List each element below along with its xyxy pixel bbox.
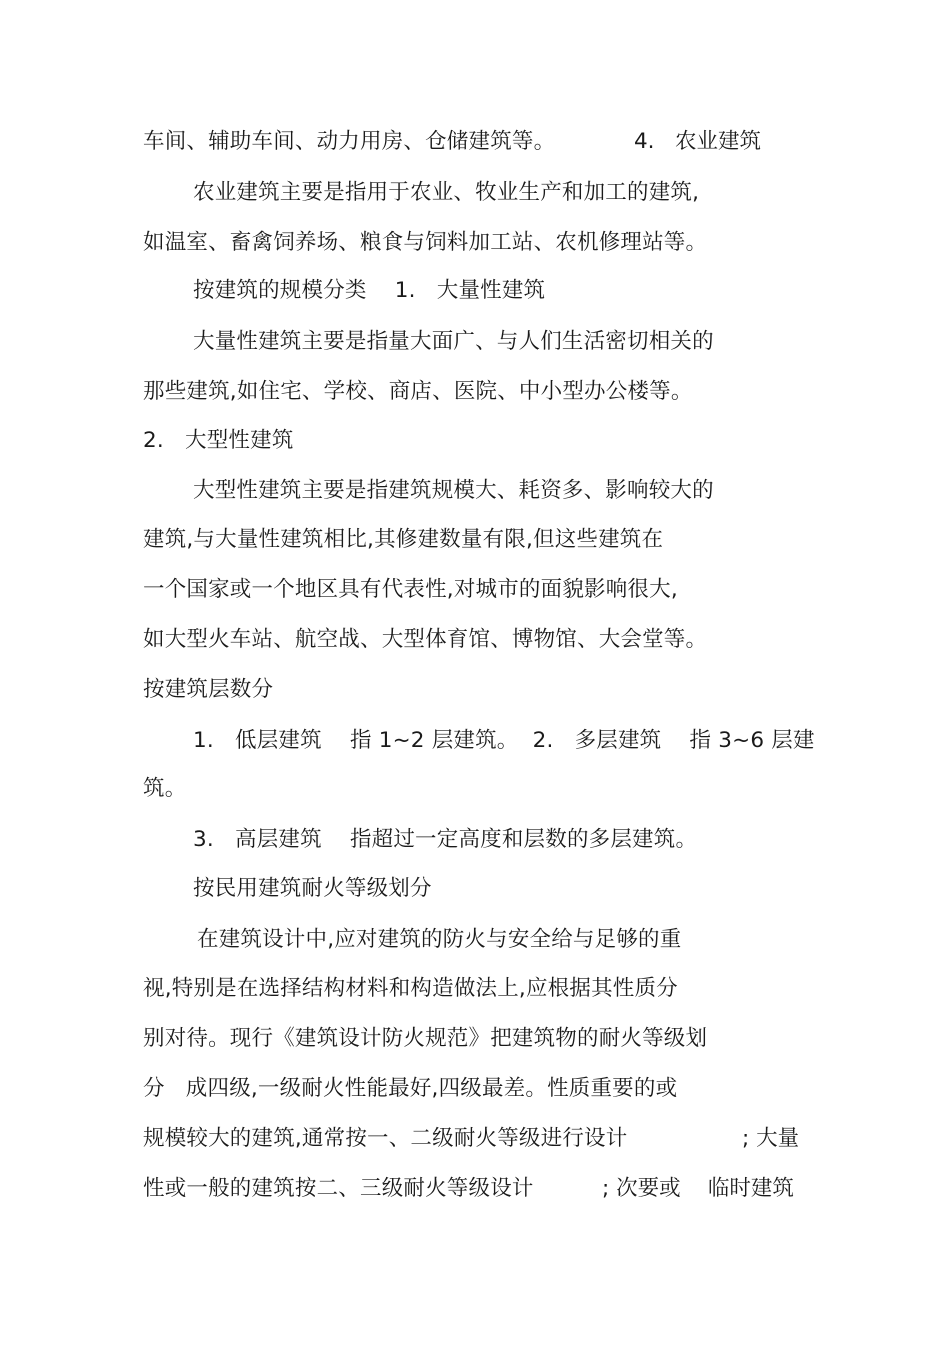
paragraph-line: 性或一般的建筑按二、三级耐火等级设计 — [143, 1176, 534, 1201]
paragraph-line: 建筑,与大量性建筑相比,其修建数量有限,但这些建筑在 — [143, 527, 664, 552]
paragraph-line: 如温室、畜禽饲养场、粮食与饲料加工站、农机修理站等。 — [143, 230, 708, 255]
section-heading: 按建筑的规模分类 1. 大量性建筑 — [193, 278, 546, 303]
paragraph-line-tail: ; 次要或 临时建筑 — [602, 1176, 794, 1201]
paragraph-line: 如大型火车站、航空战、大型体育馆、博物馆、大会堂等。 — [143, 627, 708, 652]
section-heading: 4. 农业建筑 — [634, 129, 762, 154]
paragraph-line: 筑。 — [143, 776, 187, 801]
paragraph-line: 别对待。现行《建筑设计防火规范》把建筑物的耐火等级划 — [143, 1026, 708, 1051]
text-line: 车间、辅助车间、动力用房、仓储建筑等。 — [143, 129, 556, 154]
paragraph-line-tail: ; 大量 — [742, 1126, 800, 1151]
paragraph-line: 在建筑设计中,应对建筑的防火与安全给与足够的重 — [197, 927, 682, 952]
section-heading: 2. 大型性建筑 — [143, 428, 294, 453]
paragraph-line: 视,特别是在选择结构材料和构造做法上,应根据其性质分 — [143, 976, 678, 1001]
paragraph-line: 那些建筑,如住宅、学校、商店、医院、中小型办公楼等。 — [143, 379, 693, 404]
section-heading: 按民用建筑耐火等级划分 — [193, 876, 432, 901]
paragraph-line: 1. 低层建筑 指 1~2 层建筑。 2. 多层建筑 指 3~6 层建 — [193, 728, 815, 753]
paragraph-line: 分 成四级,一级耐火性能最好,四级最差。性质重要的或 — [143, 1076, 678, 1101]
paragraph-line: 大型性建筑主要是指建筑规模大、耗资多、影响较大的 — [193, 478, 714, 503]
paragraph-line: 3. 高层建筑 指超过一定高度和层数的多层建筑。 — [193, 827, 698, 852]
section-heading: 按建筑层数分 — [143, 677, 274, 702]
paragraph-line: 大量性建筑主要是指量大面广、与人们生活密切相关的 — [193, 329, 714, 354]
paragraph-line: 规模较大的建筑,通常按一、二级耐火等级进行设计 — [143, 1126, 628, 1151]
paragraph-line: 一个国家或一个地区具有代表性,对城市的面貌影响很大, — [143, 577, 678, 602]
paragraph-line: 农业建筑主要是指用于农业、牧业生产和加工的建筑, — [193, 180, 700, 205]
